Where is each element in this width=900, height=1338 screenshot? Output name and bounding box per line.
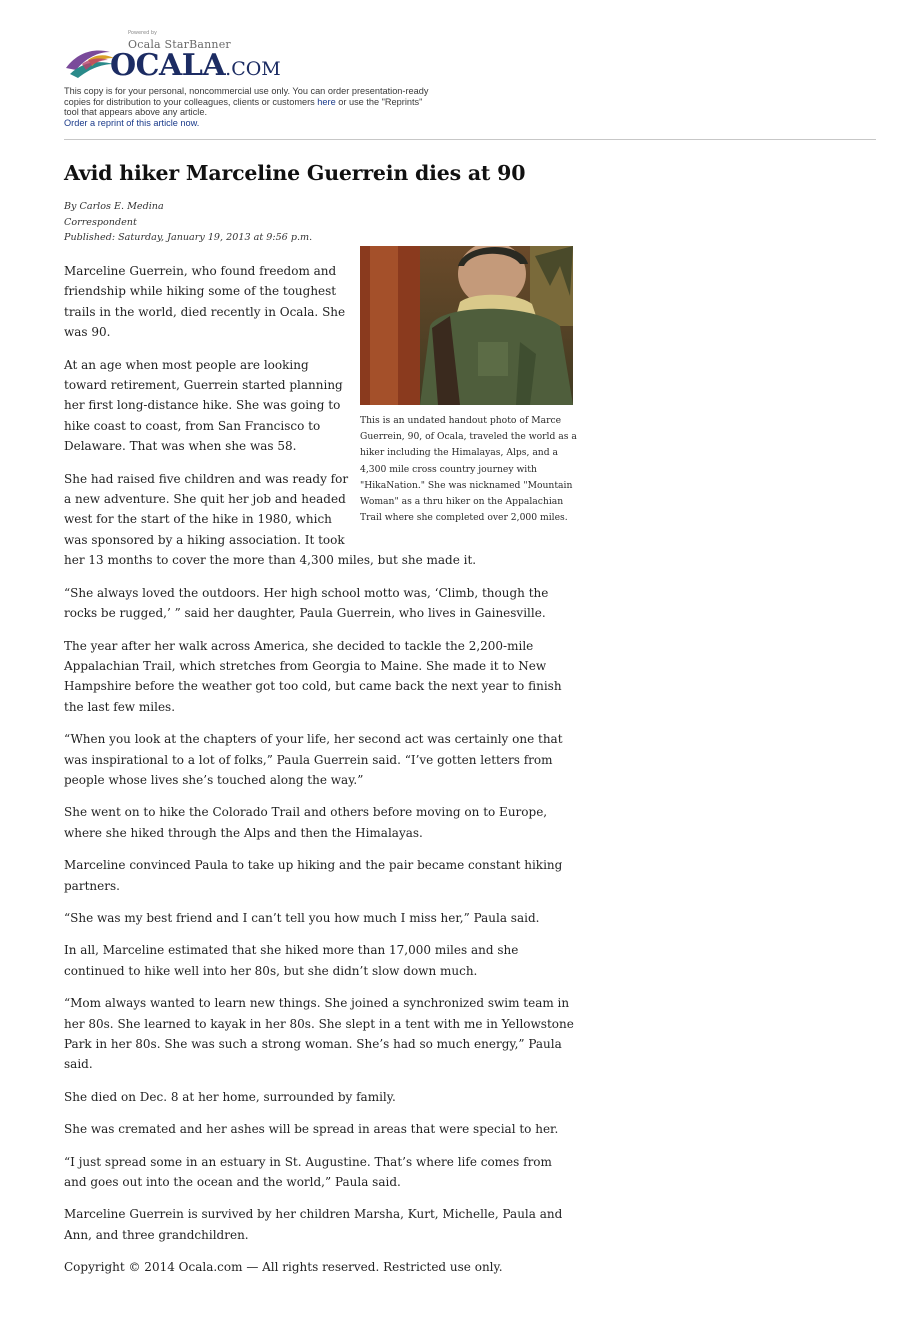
logo-starbanner: Ocala StarBanner	[128, 38, 231, 51]
article-paragraph: In all, Marceline estimated that she hiked more than 17,000 miles and she continued to hike well into her 80s, but she didn’t slow down much.	[64, 943, 519, 978]
article-paragraph: “Mom always wanted to learn new things. She joined a synchronized swim team in her 80s. She learned to kayak in her 80s. She slept in a tent with me in Yellowstone Park in her 80s. She was such a strong woman. She’s had so much energy,” Paula said.	[64, 996, 574, 1072]
article-paragraph	[64, 469, 574, 571]
photo-caption: This is an undated handout photo of Marce Guerrein, 90, of Ocala, traveled the world as a hiker including the Himalayas, Alps, and a 4,300 mile cross country journey with "HikaNation." She was nicknamed "Mountain Woman" as a thru hiker on the Appalachian Trail where she completed over 2,000 miles.	[360, 415, 577, 524]
notice-text-before: This copy is for your personal, noncommercial use only. You can order presentation-ready copies for distribution to your colleagues, clients or customers	[64, 86, 429, 107]
masthead-logo[interactable]	[64, 30, 424, 84]
article-headline: Avid hiker Marceline Guerrein dies at 90	[64, 161, 526, 185]
article-paragraph: Marceline convinced Paula to take up hiking and the pair became constant hiking partners.	[64, 858, 563, 893]
author-byline: By Carlos E. Medina	[64, 201, 164, 212]
logo-powered-by: Powered by	[128, 30, 157, 36]
logo-dotcom: .COM	[225, 58, 281, 80]
published-date: Published: Saturday, January 19, 2013 at 9:56 p.m.	[64, 232, 313, 243]
logo-ocala-text: OCALA	[110, 48, 226, 83]
article-paragraph: She went on to hike the Colorado Trail and others before moving on to Europe, where she hiked through the Alps and then the Himalayas.	[64, 805, 548, 840]
article-paragraph: “I just spread some in an estuary in St. Augustine. That’s where life comes from and goes out into the ocean and the world,” Paula said.	[64, 1154, 552, 1190]
header-divider	[64, 139, 876, 140]
article-paragraph: The year after her walk across America, she decided to tackle the 2,200-mile Appalachian Trail, which stretches from Georgia to Maine. She made it to New Hampshire before the weather got too cold, but came back the next year to finish the last few miles.	[64, 638, 562, 714]
logo-ocala	[110, 50, 281, 85]
article-paragraph: She was cremated and her ashes will be spread in areas that were special to her.	[64, 1122, 559, 1137]
here-link[interactable]: here	[317, 96, 336, 107]
article-paragraph: At an age when most people are looking toward retirement, Guerrein started planning her first long-distance hike. She was going to hike coast to coast, from San Francisco to Delaware. That was when she was 58.	[64, 357, 343, 454]
photo-wrap-spacer	[353, 469, 574, 550]
article-paragraph: Marceline Guerrein is survived by her children Marsha, Kurt, Michelle, Paula and Ann, and three grandchildren.	[64, 1207, 563, 1242]
article-paragraph: “She always loved the outdoors. Her high school motto was, ‘Climb, though the rocks be rugged,’ ” said her daughter, Paula Guerrein, who lives in Gainesville.	[64, 585, 549, 621]
article-paragraph: “When you look at the chapters of your life, her second act was certainly one that was inspirational to a lot of folks,” Paula Guerrein said. “I’ve gotten letters from people whose lives she’s touched along the way.”	[64, 732, 563, 787]
article-paragraph: She died on Dec. 8 at her home, surrounded by family.	[64, 1089, 396, 1104]
article-paragraph-text: She had raised five children and was ready for a new adventure. She quit her job and headed west for the start of the hike in 1980, which was sponsored by a hiking association. It took her 13 months to cover the more than 4,300 miles, but she made it.	[64, 471, 477, 568]
usage-notice	[64, 86, 434, 129]
notice-text-after: or use the "Reprints" tool that appears above any article.	[64, 96, 423, 118]
article-body	[64, 261, 574, 1290]
article-paragraph: “She was my best friend and I can’t tell you how much I miss her,” Paula said.	[64, 910, 540, 925]
author-role: Correspondent	[64, 216, 137, 228]
usage-notice-text	[64, 86, 434, 118]
byline-block	[64, 199, 312, 246]
copyright-notice: Copyright © 2014 Ocala.com — All rights reserved. Restricted use only.	[64, 1260, 503, 1275]
article-paragraph: Marceline Guerrein, who found freedom and friendship while hiking some of the toughest trails in the world, died recently in Ocala. She was 90.	[64, 264, 346, 340]
reprint-link[interactable]: Order a reprint of this article now.	[64, 118, 200, 129]
